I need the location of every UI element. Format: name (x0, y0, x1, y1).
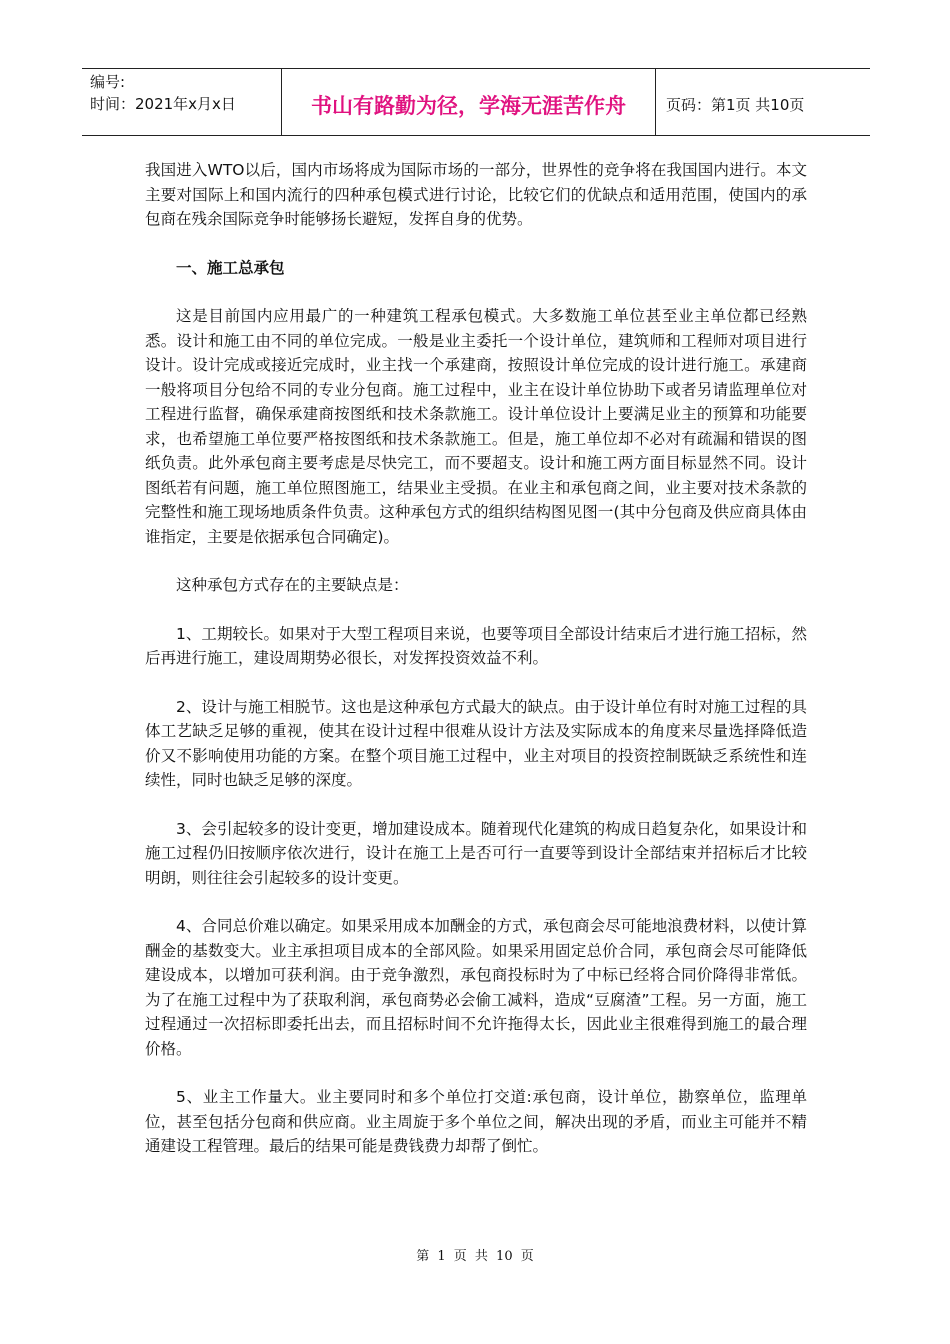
drawback-item-2: 2、设计与施工相脱节。这也是这种承包方式最大的缺点。由于设计单位有时对施工过程的具体工艺缺乏足够的重视，使其在设计过程中很难从设计方法及实际成本的角度来尽量选择降低造价又不影响使用功能的方案。在整个项目施工过程中，业主对项目的投资控制既缺乏系统性和连续性，同时也缺乏足够的深度。 (145, 697, 807, 789)
page-header (82, 68, 870, 136)
drawbacks-intro: 这种承包方式存在的主要缺点是： (176, 576, 409, 594)
header-motto: 书山有路勤为径，学海无涯苦作舟 (282, 69, 656, 135)
intro-paragraph: 我国进入WTO以后，国内市场将成为国际市场的一部分，世界性的竞争将在我国国内进行。本文主要对国际上和国内流行的四种承包模式进行讨论，比较它们的优缺点和适用范围，使国内的承包商在残余国际竞争时能够扬长避短，发挥自身的优势。 (145, 161, 807, 228)
document-body (145, 158, 807, 1183)
page-footer: 第 1 页 共 10 页 (416, 1249, 534, 1264)
drawback-item-4: 4、合同总价难以确定。如果采用成本加酬金的方式，承包商会尽可能地浪费材料，以使计算酬金的基数变大。业主承担项目成本的全部风险。如果采用固定总价合同，承包商会尽可能降低建设成本，以增加可获利润。由于竞争激烈，承包商投标时为了中标已经将合同价降得非常低。为了在施工过程中为了获取利润，承包商势必会偷工减料，造成“豆腐渣”工程。另一方面，施工过程通过一次招标即委托出去，而且招标时间不允许拖得太长，因此业主很难得到施工的最合理价格。 (145, 917, 807, 1058)
drawback-item-1: 1、工期较长。如果对于大型工程项目来说，也要等项目全部设计结束后才进行施工招标，然后再进行施工，建设周期势必很长，对发挥投资效益不利。 (145, 624, 807, 667)
section-paragraph: 这是目前国内应用最广的一种建筑工程承包模式。大多数施工单位甚至业主单位都已经熟悉。设计和施工由不同的单位完成。一般是业主委托一个设计单位，建筑师和工程师对项目进行设计。设计完成或接近完成时，业主找一个承建商，按照设计单位完成的设计进行施工。承建商一般将项目分包给不同的专业分包商。施工过程中，业主在设计单位协助下或者另请监理单位对工程进行监督，确保承建商按图纸和技术条款施工。设计单位设计上要满足业主的预算和功能要求，也希望施工单位要严格按图纸和技术条款施工。但是，施工单位却不必对有疏漏和错误的图纸负责。此外承包商主要考虑是尽快完工，而不要超支。设计和施工两方面目标显然不同。设计图纸若有问题，施工单位照图施工，结果业主受损。在业主和承包商之间，业主要对技术条款的完整性和施工现场地质条件负责。这种承包方式的组织结构图见图一(其中分包商及供应商具体由谁指定，主要是依据承包合同确定)。 (145, 307, 807, 546)
doc-number-label: 编号: (90, 73, 126, 91)
header-meta (82, 69, 282, 135)
header-page-info: 页码：第1页 共10页 (666, 95, 805, 114)
drawback-item-5: 5、业主工作量大。业主要同时和多个单位打交道:承包商，设计单位，勘察单位，监理单位，甚至包括分包商和供应商。业主周旋于多个单位之间，解决出现的矛盾，而业主可能并不精通建设工程管理。最后的结果可能是费钱费力却帮了倒忙。 (145, 1088, 807, 1155)
drawback-item-3: 3、会引起较多的设计变更，增加建设成本。随着现代化建筑的构成日趋复杂化，如果设计和施工过程仍旧按顺序依次进行，设计在施工上是否可行一直要等到设计全部结束并招标后才比较明朗，则往往会引起较多的设计变更。 (145, 819, 807, 887)
time-label: 时间：2021年x月x日 (90, 95, 236, 113)
section-heading: 一、施工总承包 (176, 258, 285, 277)
